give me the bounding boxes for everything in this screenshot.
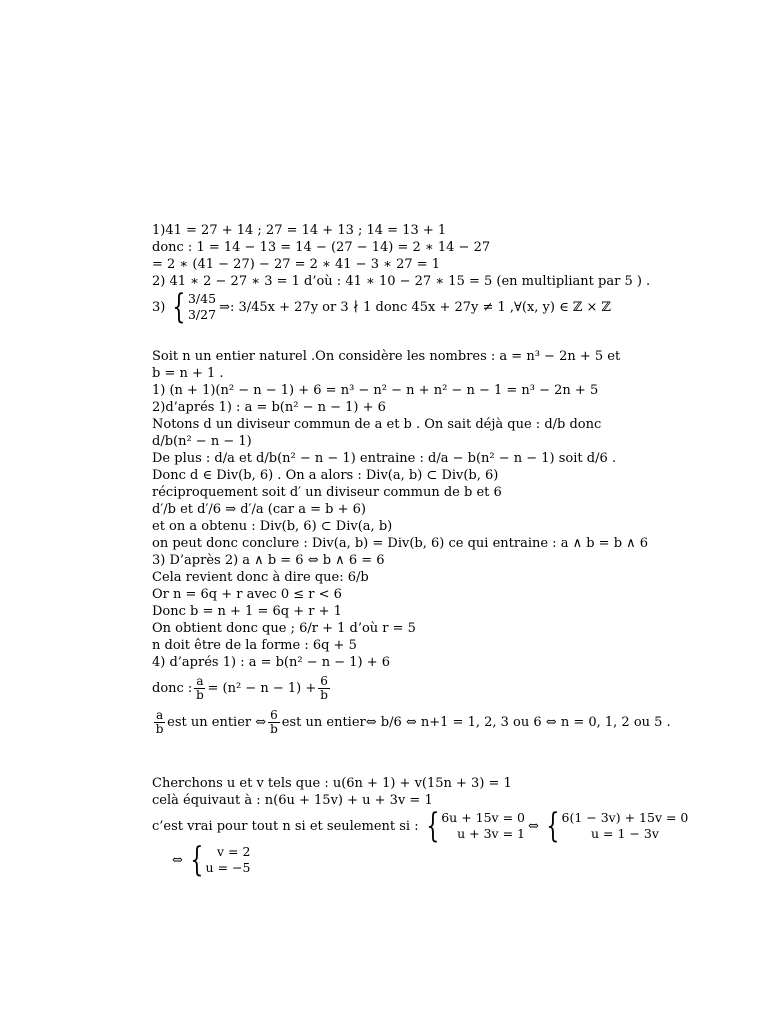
line: d/b(n² − n − 1) [152, 434, 252, 449]
fraction-6-over-b [318, 675, 330, 702]
numerator: 6 [270, 707, 278, 722]
sys-row-a: 3/45 [187, 291, 217, 306]
fraction-a-over-b [154, 709, 165, 736]
sys-row-b: u = 1 − 3v [591, 826, 659, 841]
numerator: a [196, 673, 204, 688]
line: 2)d’aprés 1) : a = b(n² − n − 1) + 6 [152, 400, 386, 415]
system-1 [422, 806, 525, 846]
expression: est un entier ⇔ [167, 714, 267, 730]
numerator: a [156, 707, 164, 722]
denominator: b [270, 721, 278, 736]
line: d′/b et d′/6 ⇒ d′/a (car a = b + 6) [152, 502, 366, 517]
donc-fraction-line [152, 671, 652, 705]
sys-row-a: 6(1 − 3v) + 15v = 0 [561, 810, 689, 825]
sys-row-b: u = −5 [205, 860, 251, 875]
line: Or n = 6q + r avec 0 ≤ r < 6 [152, 587, 342, 602]
brace-symbol: { [190, 840, 204, 880]
sys-row-a: v = 2 [217, 844, 251, 859]
system-2 [542, 806, 689, 846]
expression: = (n² − n − 1) + [207, 680, 317, 696]
line: Donc d ∈ Div(b, 6) . On a alors : Div(a, b) ⊂ Div(b, 6) [152, 468, 499, 483]
euclid-line-3: = 2 ∗ (41 − 27) − 27 = 2 ∗ 41 − 3 ∗ 27 = 1 [152, 257, 441, 272]
fraction-6-over-b [268, 709, 280, 736]
euclid-line-1: 1)41 = 27 + 14 ; 27 = 14 + 13 ; 14 = 13 + 1 [152, 223, 447, 238]
divisibility-section [152, 348, 671, 739]
line: 1) (n + 1)(n² − n − 1) + 6 = n³ − n² − n + n² − n − 1 = n³ − 2n + 5 [152, 383, 599, 398]
numerator: 6 [320, 673, 328, 688]
line: Cela revient donc à dire que: 6/b [152, 570, 369, 585]
system-3 [186, 840, 251, 880]
solution-line [152, 840, 652, 880]
line: Notons d un diviseur commun de a et b . On sait déjà que : d/b donc [152, 417, 602, 432]
line: De plus : d/a et d/b(n² − n − 1) entraine : d/a − b(n² − n − 1) soit d/6 . [152, 451, 617, 466]
sys-row-a: 6u + 15v = 0 [441, 810, 525, 825]
sys-row-b: 3/27 [187, 307, 217, 322]
denominator: b [320, 687, 328, 702]
system-3-45 [168, 287, 217, 327]
item-3-label: 3) [152, 299, 166, 315]
line: Donc b = n + 1 = 6q + r + 1 [152, 604, 342, 619]
bezout-section [152, 775, 689, 880]
line: Cherchons u et v tels que : u(6n + 1) + v(15n + 3) = 1 [152, 776, 512, 791]
line: 3) D’après 2) a ∧ b = 6 ⇔ b ∧ 6 = 6 [152, 553, 385, 568]
line: et on a obtenu : Div(b, 6) ⊂ Div(a, b) [152, 519, 393, 534]
donc-label: donc : [152, 680, 193, 696]
denominator: b [155, 721, 164, 736]
euclid-line-2: donc : 1 = 14 − 13 = 14 − (27 − 14) = 2 ∗ 14 − 27 [152, 240, 491, 255]
brace-symbol: { [425, 806, 439, 846]
integer-condition-line [152, 705, 671, 739]
line: n doit être de la forme : 6q + 5 [152, 638, 357, 653]
line: réciproquement soit d′ un diviseur commun de b et 6 [152, 485, 502, 500]
brace-symbol: { [546, 806, 560, 846]
condition-text: c’est vrai pour tout n si et seulement si : [152, 818, 419, 834]
line: on peut donc conclure : Div(a, b) = Div(b, 6) ce qui entraine : a ∧ b = b ∧ 6 [152, 536, 649, 551]
system-line [152, 806, 689, 846]
brace-symbol: { [172, 287, 186, 327]
line: Soit n un entier naturel .On considère les nombres : a = n³ − 2n + 5 et [152, 349, 621, 364]
denominator: b [196, 687, 204, 702]
line: celà équivaut à : n(6u + 15v) + u + 3v = 1 [152, 793, 433, 808]
euclid-line-4: 2) 41 ∗ 2 − 27 ∗ 3 = 1 d’où : 41 ∗ 10 − 27 ∗ 15 = 5 (en multipliant par 5 ) . [152, 274, 651, 289]
equivalence-symbol: ⇔ [172, 852, 183, 868]
line: On obtient donc que ; 6/r + 1 d’où r = 5 [152, 621, 416, 636]
conclusion-text: est un entier⇔ b/6 ⇔ n+1 = 1, 2, 3 ou 6 ⇔ n = 0, 1, 2 ou 5 . [281, 714, 671, 730]
euclid-line-5 [152, 287, 652, 327]
line: b = n + 1 . [152, 366, 224, 381]
fraction-a-over-b [194, 675, 205, 702]
equivalence-symbol: ⇔ [527, 818, 539, 834]
implication-text: ⇒: 3/45x + 27y or 3 ∤ 1 donc 45x + 27y ≠ 1 ,∀(x, y) ∈ ℤ × ℤ [219, 299, 611, 315]
line: 4) d’aprés 1) : a = b(n² − n − 1) + 6 [152, 655, 391, 670]
document-page [152, 222, 689, 880]
sys-row-b: u + 3v = 1 [457, 826, 525, 841]
